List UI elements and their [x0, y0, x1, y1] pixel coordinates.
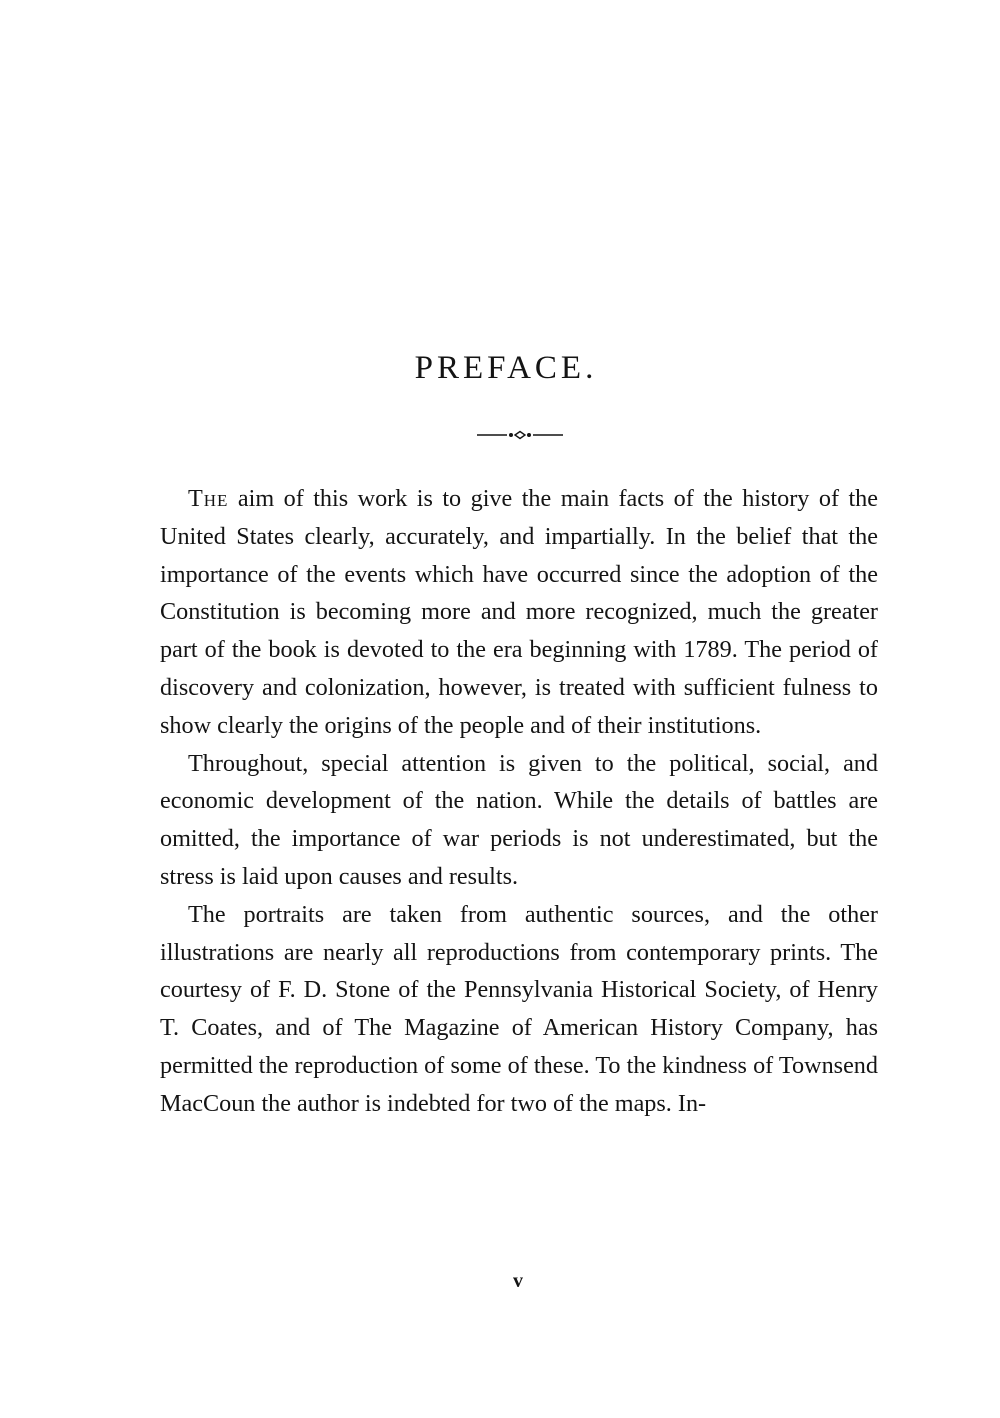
- paragraph-lead-word: The: [188, 485, 229, 512]
- page-number: v: [513, 1270, 523, 1292]
- page-title: PREFACE.: [414, 350, 598, 386]
- paragraph-aim-text: aim of this work is to give the main facts of the history of the United States clearly, accurately, and impartially. In the belief that the importance of the events which have occurred since the adoption of the Constitution is becoming more and more recognized, much the greater part of the book is devoted to the era beginning with 1789. The period of discovery and colonization, however, is treated with sufficient fulness to show clearly the origins of the people and of their institutions.: [160, 485, 878, 739]
- preface-body: [160, 480, 878, 1123]
- paragraph-illustrations: The portraits are taken from authentic sources, and the other illustrations are nearly all reproductions from contemporary prints. The courtesy of F. D. Stone of the Pennsylvania Historical Society, of Henry T. Coates, and of The Magazine of American History Company, has permitted the reproduction of some of these. To the kindness of Townsend MacCoun the author is indebted for two of the maps. In-: [160, 900, 878, 1117]
- paragraph-attention: Throughout, special attention is given to the political, social, and economic development of the nation. While the details of battles are omitted, the importance of war periods is not underestimated, but the stress is laid upon causes and results.: [160, 749, 878, 890]
- rule-ornament-icon: [477, 428, 563, 442]
- paragraph-aim: [160, 480, 878, 745]
